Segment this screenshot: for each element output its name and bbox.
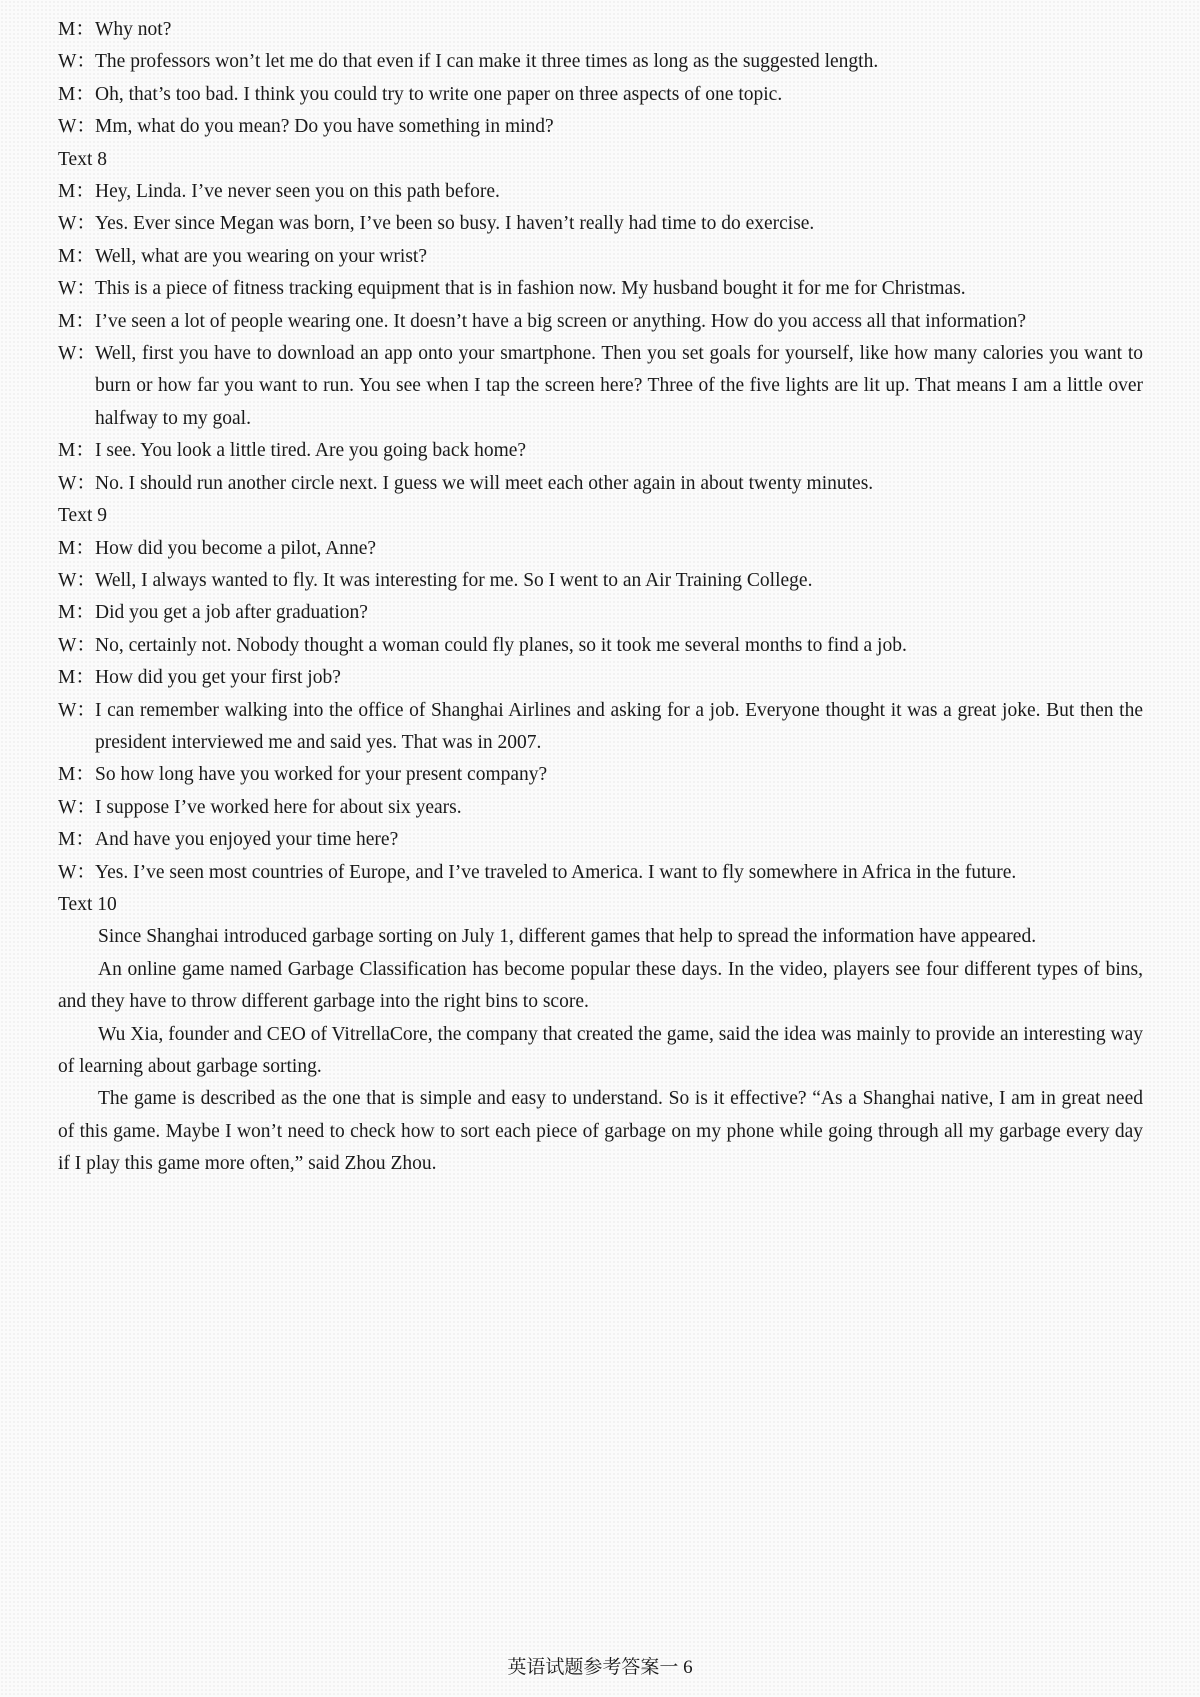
dialogue-line	[58, 273, 1143, 305]
speaker-label: M：	[58, 602, 95, 624]
speaker-label: M：	[58, 245, 95, 267]
dialogue-line	[58, 565, 1143, 597]
text-10-section	[58, 889, 1143, 1181]
speaker-label: W：	[58, 278, 96, 300]
dialogue-line	[58, 695, 1143, 760]
dialogue-text: Hey, Linda. I’ve never seen you on this path before.	[95, 181, 500, 203]
dialogue-text: The professors won’t let me do that even if I can make it three times as long as the suggested length.	[95, 51, 879, 73]
speaker-label: W：	[58, 569, 96, 591]
dialogue-text: I can remember walking into the office of Shanghai Airlines and asking for a job. Everyone thought it was a great joke. But then the president interviewed me and said yes. That was in 2007.	[95, 699, 1143, 753]
dialogue-line	[58, 208, 1143, 240]
dialogue-line	[58, 662, 1143, 694]
dialogue-text: And have you enjoyed your time here?	[95, 829, 399, 851]
dialogue-text: Did you get a job after graduation?	[95, 602, 368, 624]
section-heading: Text 10	[58, 893, 117, 915]
dialogue-line	[58, 759, 1143, 791]
dialogue-line	[58, 111, 1143, 143]
dialogue-text: Well, I always wanted to fly. It was interesting for me. So I went to an Air Training College.	[95, 569, 813, 591]
dialogue-text: How did you get your first job?	[95, 667, 341, 689]
text-9-section	[58, 500, 1143, 889]
speaker-label: W：	[58, 861, 96, 883]
speaker-label: M：	[58, 667, 95, 689]
dialogue-text: Yes. I’ve seen most countries of Europe, and I’ve traveled to America. I want to fly somewhere in Africa in the future.	[95, 861, 1017, 883]
speaker-label: M：	[58, 537, 95, 559]
dialogue-line	[58, 792, 1143, 824]
speaker-label: W：	[58, 213, 96, 235]
dialogue-text: I see. You look a little tired. Are you going back home?	[95, 440, 527, 462]
speaker-label: M：	[58, 19, 95, 40]
dialogue-text: So how long have you worked for your present company?	[95, 764, 548, 786]
dialogue-line	[58, 176, 1143, 208]
dialogue-line	[58, 468, 1143, 500]
passage-paragraph: The game is described as the one that is simple and easy to understand. So is it effective? “As a Shanghai native, I am in great need of this game. Maybe I won’t need to check how to sort each piece of garbage on my phone while going through all my garbage every day if I play this game more often,” said Zhou Zhou.	[58, 1088, 1143, 1175]
dialogue-continuation	[58, 14, 1143, 144]
dialogue-line	[58, 533, 1143, 565]
speaker-label: M：	[58, 181, 95, 203]
speaker-label: M：	[58, 83, 95, 105]
dialogue-line	[58, 79, 1143, 111]
speaker-label: W：	[58, 796, 96, 818]
dialogue-text: This is a piece of fitness tracking equipment that is in fashion now. My husband bought it for me for Christmas.	[95, 278, 966, 300]
passage-paragraph: Since Shanghai introduced garbage sorting on July 1, different games that help to spread the information have appeared.	[98, 926, 1037, 948]
dialogue-line	[58, 306, 1143, 338]
page-content	[58, 14, 1143, 1181]
dialogue-line	[58, 46, 1143, 78]
section-heading: Text 8	[58, 148, 107, 170]
speaker-label: W：	[58, 472, 96, 494]
speaker-label: W：	[58, 51, 96, 73]
dialogue-text: No, certainly not. Nobody thought a woman could fly planes, so it took me several months to find a job.	[95, 634, 907, 656]
page-footer: 英语试题参考答案一 6	[507, 1657, 693, 1678]
speaker-label: M：	[58, 829, 95, 851]
dialogue-line	[58, 338, 1143, 435]
speaker-label: M：	[58, 310, 95, 332]
dialogue-text: Why not?	[95, 19, 172, 40]
dialogue-line	[58, 597, 1143, 629]
speaker-label: W：	[58, 699, 96, 721]
dialogue-line	[58, 435, 1143, 467]
dialogue-line	[58, 14, 1143, 46]
dialogue-text: Mm, what do you mean? Do you have something in mind?	[95, 116, 554, 138]
dialogue-text: No. I should run another circle next. I guess we will meet each other again in about twenty minutes.	[95, 472, 874, 494]
dialogue-text: Oh, that’s too bad. I think you could try to write one paper on three aspects of one topic.	[95, 83, 783, 105]
passage-paragraph: An online game named Garbage Classification has become popular these days. In the video, players see four different types of bins, and they have to throw different garbage into the right bins to score.	[58, 958, 1143, 1013]
dialogue-text: Well, first you have to download an app onto your smartphone. Then you set goals for yourself, like how many calories you want to burn or how far you want to run. You see when I tap the screen here? Three of the five lights are lit up. That means I am a little over halfway to my goal.	[95, 343, 1143, 429]
dialogue-text: Well, what are you wearing on your wrist?	[95, 245, 427, 267]
dialogue-line	[58, 857, 1143, 889]
dialogue-text: Yes. Ever since Megan was born, I’ve been so busy. I haven’t really had time to do exercise.	[95, 213, 815, 235]
speaker-label: M：	[58, 440, 95, 462]
dialogue-line	[58, 241, 1143, 273]
passage-paragraph: Wu Xia, founder and CEO of VitrellaCore, the company that created the game, said the idea was mainly to provide an interesting way of learning about garbage sorting.	[58, 1023, 1143, 1077]
dialogue-line	[58, 824, 1143, 856]
dialogue-text: I suppose I’ve worked here for about six years.	[95, 796, 462, 818]
speaker-label: W：	[58, 343, 96, 365]
speaker-label: W：	[58, 116, 96, 138]
dialogue-line	[58, 630, 1143, 662]
dialogue-text: How did you become a pilot, Anne?	[95, 537, 377, 559]
dialogue-text: I’ve seen a lot of people wearing one. It doesn’t have a big screen or anything. How do you access all that information?	[95, 310, 1027, 332]
section-heading: Text 9	[58, 505, 107, 527]
speaker-label: M：	[58, 764, 95, 786]
speaker-label: W：	[58, 634, 96, 656]
text-8-section	[58, 144, 1143, 500]
